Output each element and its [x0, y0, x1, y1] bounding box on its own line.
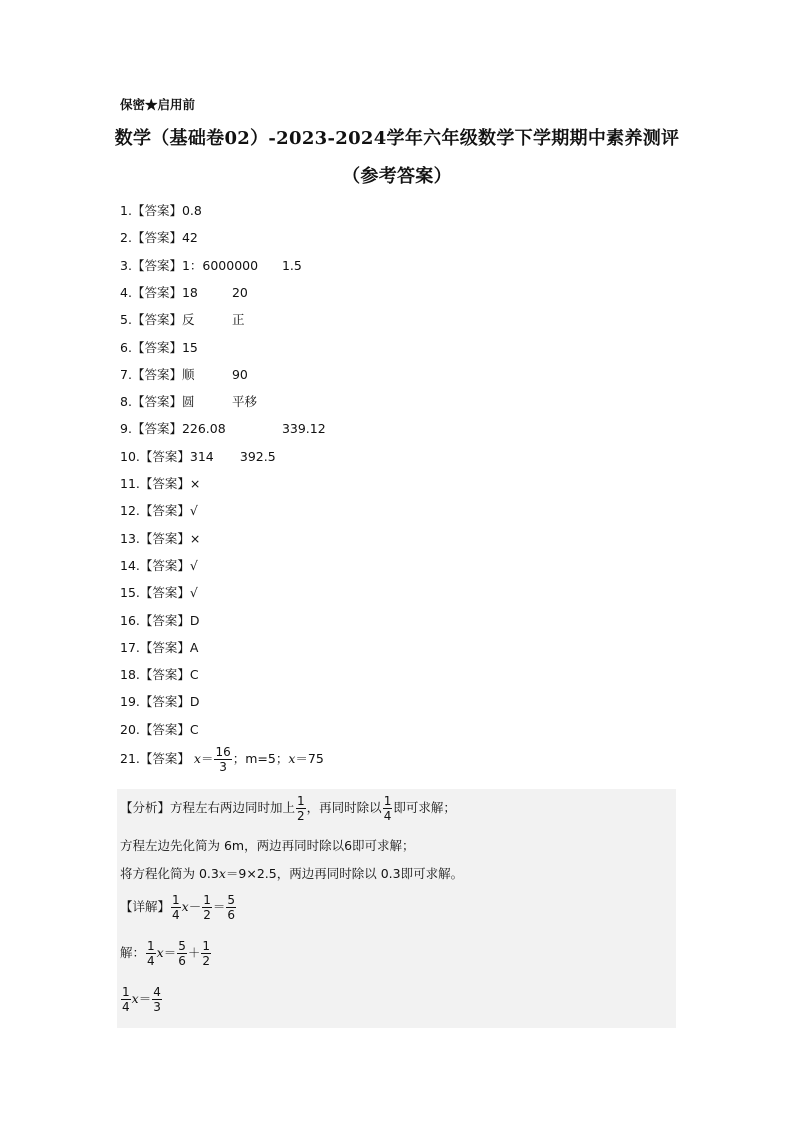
fraction-16-3: $\frac{16}{3}$: [215, 745, 231, 774]
answer-number: 12.: [120, 503, 140, 519]
variable-x: x: [156, 945, 164, 960]
answer-value: A: [189, 639, 199, 655]
answer-row: [120, 392, 257, 410]
answer-number: 13.: [120, 530, 140, 546]
solution-label: 解：: [120, 945, 146, 960]
answer-value: 顺: [181, 366, 195, 382]
answer-21-rest: ；m=5；: [232, 751, 289, 766]
answer-row: [120, 419, 326, 437]
answer-value-2: 339.12: [281, 421, 326, 437]
answer-value-2: 90: [231, 366, 248, 382]
answer-tag: 【答案】: [139, 667, 190, 683]
fraction-1-2: $\frac{1}{2}$: [203, 893, 211, 922]
answer-number: 14.: [120, 557, 140, 573]
analysis-line-2: 方程左边先化简为 6m，两边再同时除以6即可求解；: [120, 838, 415, 853]
answer-row: [120, 228, 198, 246]
answer-row: [120, 256, 302, 274]
answer-tag: 【答案】: [131, 312, 182, 328]
answer-number: 16.: [120, 612, 140, 628]
answer-21-rest2: ＝75: [295, 751, 324, 766]
answer-value-2: 392.5: [239, 448, 276, 464]
answer-row: [120, 692, 200, 710]
variable-x: x: [288, 751, 296, 766]
answer-value: 314: [189, 448, 214, 464]
equals-sign: ＝: [138, 991, 152, 1006]
answer-row: [120, 720, 199, 738]
answer-row: [120, 638, 198, 656]
answer-number: 19.: [120, 694, 140, 710]
answer-value-2: 20: [231, 284, 248, 300]
answer-tag: 【答案】: [131, 366, 182, 382]
variable-x: x: [218, 866, 226, 881]
answer-tag: 【答案】: [131, 284, 182, 300]
answer-value: √: [189, 503, 198, 519]
fraction-4-3: $\frac{4}{3}$: [153, 985, 161, 1014]
answer-number: 11.: [120, 476, 140, 491]
answer-number: 21.: [120, 751, 140, 766]
fraction-5-6: $\frac{5}{6}$: [178, 939, 186, 968]
answer-value: C: [189, 667, 199, 683]
analysis-text: 将方程化简为 0.3: [120, 866, 219, 881]
variable-x: x: [131, 991, 139, 1006]
answer-tag: 【答案】: [131, 203, 182, 218]
answer-number: 3.: [120, 257, 132, 273]
answer-tag: 【答案】: [139, 639, 190, 655]
answer-number: 9.: [120, 421, 132, 437]
detail-line-3: [120, 986, 163, 1013]
answer-number: 18.: [120, 667, 140, 683]
answer-tag: 【答案】: [139, 557, 190, 573]
answer-number: 15.: [120, 585, 140, 601]
answer-value: C: [189, 721, 199, 737]
analysis-line-3: [120, 864, 463, 882]
answer-row: [120, 201, 202, 219]
variable-x: x: [193, 751, 201, 766]
answer-number: 5.: [120, 312, 132, 328]
answer-value: 15: [181, 339, 198, 355]
answer-row: [120, 447, 276, 465]
fraction-1-4: $\frac{1}{4}$: [383, 794, 392, 823]
answer-row: [120, 583, 198, 601]
detail-tag: 【详解】: [120, 899, 171, 914]
equals-sign: ＝: [212, 899, 226, 914]
confidential-label: 保密★启用前: [120, 97, 196, 112]
fraction-1-4: $\frac{1}{4}$: [147, 939, 155, 968]
plus-sign: ＋: [187, 945, 201, 960]
answer-row: [120, 310, 244, 328]
answer-value-2: 平移: [231, 394, 257, 410]
answer-row-21: [120, 746, 324, 773]
analysis-line-1: [120, 795, 456, 822]
answer-tag: 【答案】: [131, 257, 182, 273]
fraction-5-6: $\frac{5}{6}$: [227, 893, 236, 922]
page-title: 数学（基础卷02）-2023-2024学年六年级数学下学期期中素养测评: [114, 128, 680, 149]
answer-tag: 【答案】: [139, 503, 190, 519]
answer-row: [120, 338, 198, 356]
answer-number: 4.: [120, 284, 132, 300]
analysis-text: 即可求解；: [393, 800, 456, 815]
answer-value: 42: [181, 230, 198, 246]
answer-value: 反: [181, 312, 195, 328]
analysis-text: 方程左右两边同时加上: [170, 800, 296, 815]
answer-tag: 【答案】: [139, 448, 190, 464]
answer-number: 8.: [120, 394, 132, 410]
answer-tag: 【答案】: [139, 530, 190, 546]
answer-value: D: [189, 694, 200, 710]
minus-sign: －: [188, 899, 202, 914]
analysis-tag: 【分析】: [120, 800, 171, 815]
answer-number: 20.: [120, 721, 140, 737]
answer-row: [120, 665, 199, 683]
equals-sign: ＝: [200, 751, 214, 766]
answer-row: [120, 365, 248, 383]
answer-value: D: [189, 612, 200, 628]
answer-number: 1.: [120, 203, 132, 218]
answer-tag: 【答案】: [131, 230, 182, 246]
answer-value: ×: [189, 530, 201, 546]
answer-tag: 【答案】: [139, 721, 190, 737]
answer-tag: 【答案】: [139, 612, 190, 628]
answer-tag: 【答案】: [131, 394, 182, 410]
answer-row: [120, 501, 198, 519]
analysis-text: ，再同时除以: [306, 800, 382, 815]
answer-tag: 【答案】: [139, 476, 190, 491]
analysis-text: ＝9×2.5，两边再同时除以 0.3即可求解。: [225, 866, 464, 881]
answer-row: [120, 611, 200, 629]
fraction-1-4: $\frac{1}{4}$: [172, 893, 180, 922]
answer-number: 17.: [120, 639, 140, 655]
fraction-1-2: $\frac{1}{2}$: [202, 939, 211, 968]
detail-line-2: [120, 940, 212, 967]
answer-number: 2.: [120, 230, 132, 246]
answer-value: 226.08: [181, 421, 226, 437]
answer-value: √: [189, 585, 198, 601]
answer-value: 圆: [181, 394, 195, 410]
answer-tag: 【答案】: [139, 585, 190, 601]
fraction-1-2: $\frac{1}{2}$: [297, 794, 305, 823]
answer-tag: 【答案】: [131, 339, 182, 355]
answer-row: [120, 283, 248, 301]
answer-value: 0.8: [181, 203, 202, 218]
answer-value-2: 1.5: [281, 257, 302, 273]
detail-line-1: [120, 894, 237, 921]
answer-number: 10.: [120, 448, 140, 464]
answer-value: 18: [181, 284, 198, 300]
answer-row: [120, 556, 198, 574]
answer-tag: 【答案】: [139, 751, 190, 766]
answer-row: [120, 474, 200, 492]
answer-number: 7.: [120, 366, 132, 382]
answer-number: 6.: [120, 339, 132, 355]
variable-x: x: [181, 899, 189, 914]
equals-sign: ＝: [163, 945, 177, 960]
fraction-1-4: $\frac{1}{4}$: [122, 985, 130, 1014]
answer-value-2: 正: [231, 312, 245, 328]
answer-row: [120, 529, 200, 547]
answer-tag: 【答案】: [139, 694, 190, 710]
answer-value: √: [189, 557, 198, 573]
answer-tag: 【答案】: [131, 421, 182, 437]
answer-value: 1：6000000: [181, 257, 259, 273]
page-subtitle: （参考答案）: [342, 166, 452, 187]
answer-value: ×: [189, 476, 201, 491]
